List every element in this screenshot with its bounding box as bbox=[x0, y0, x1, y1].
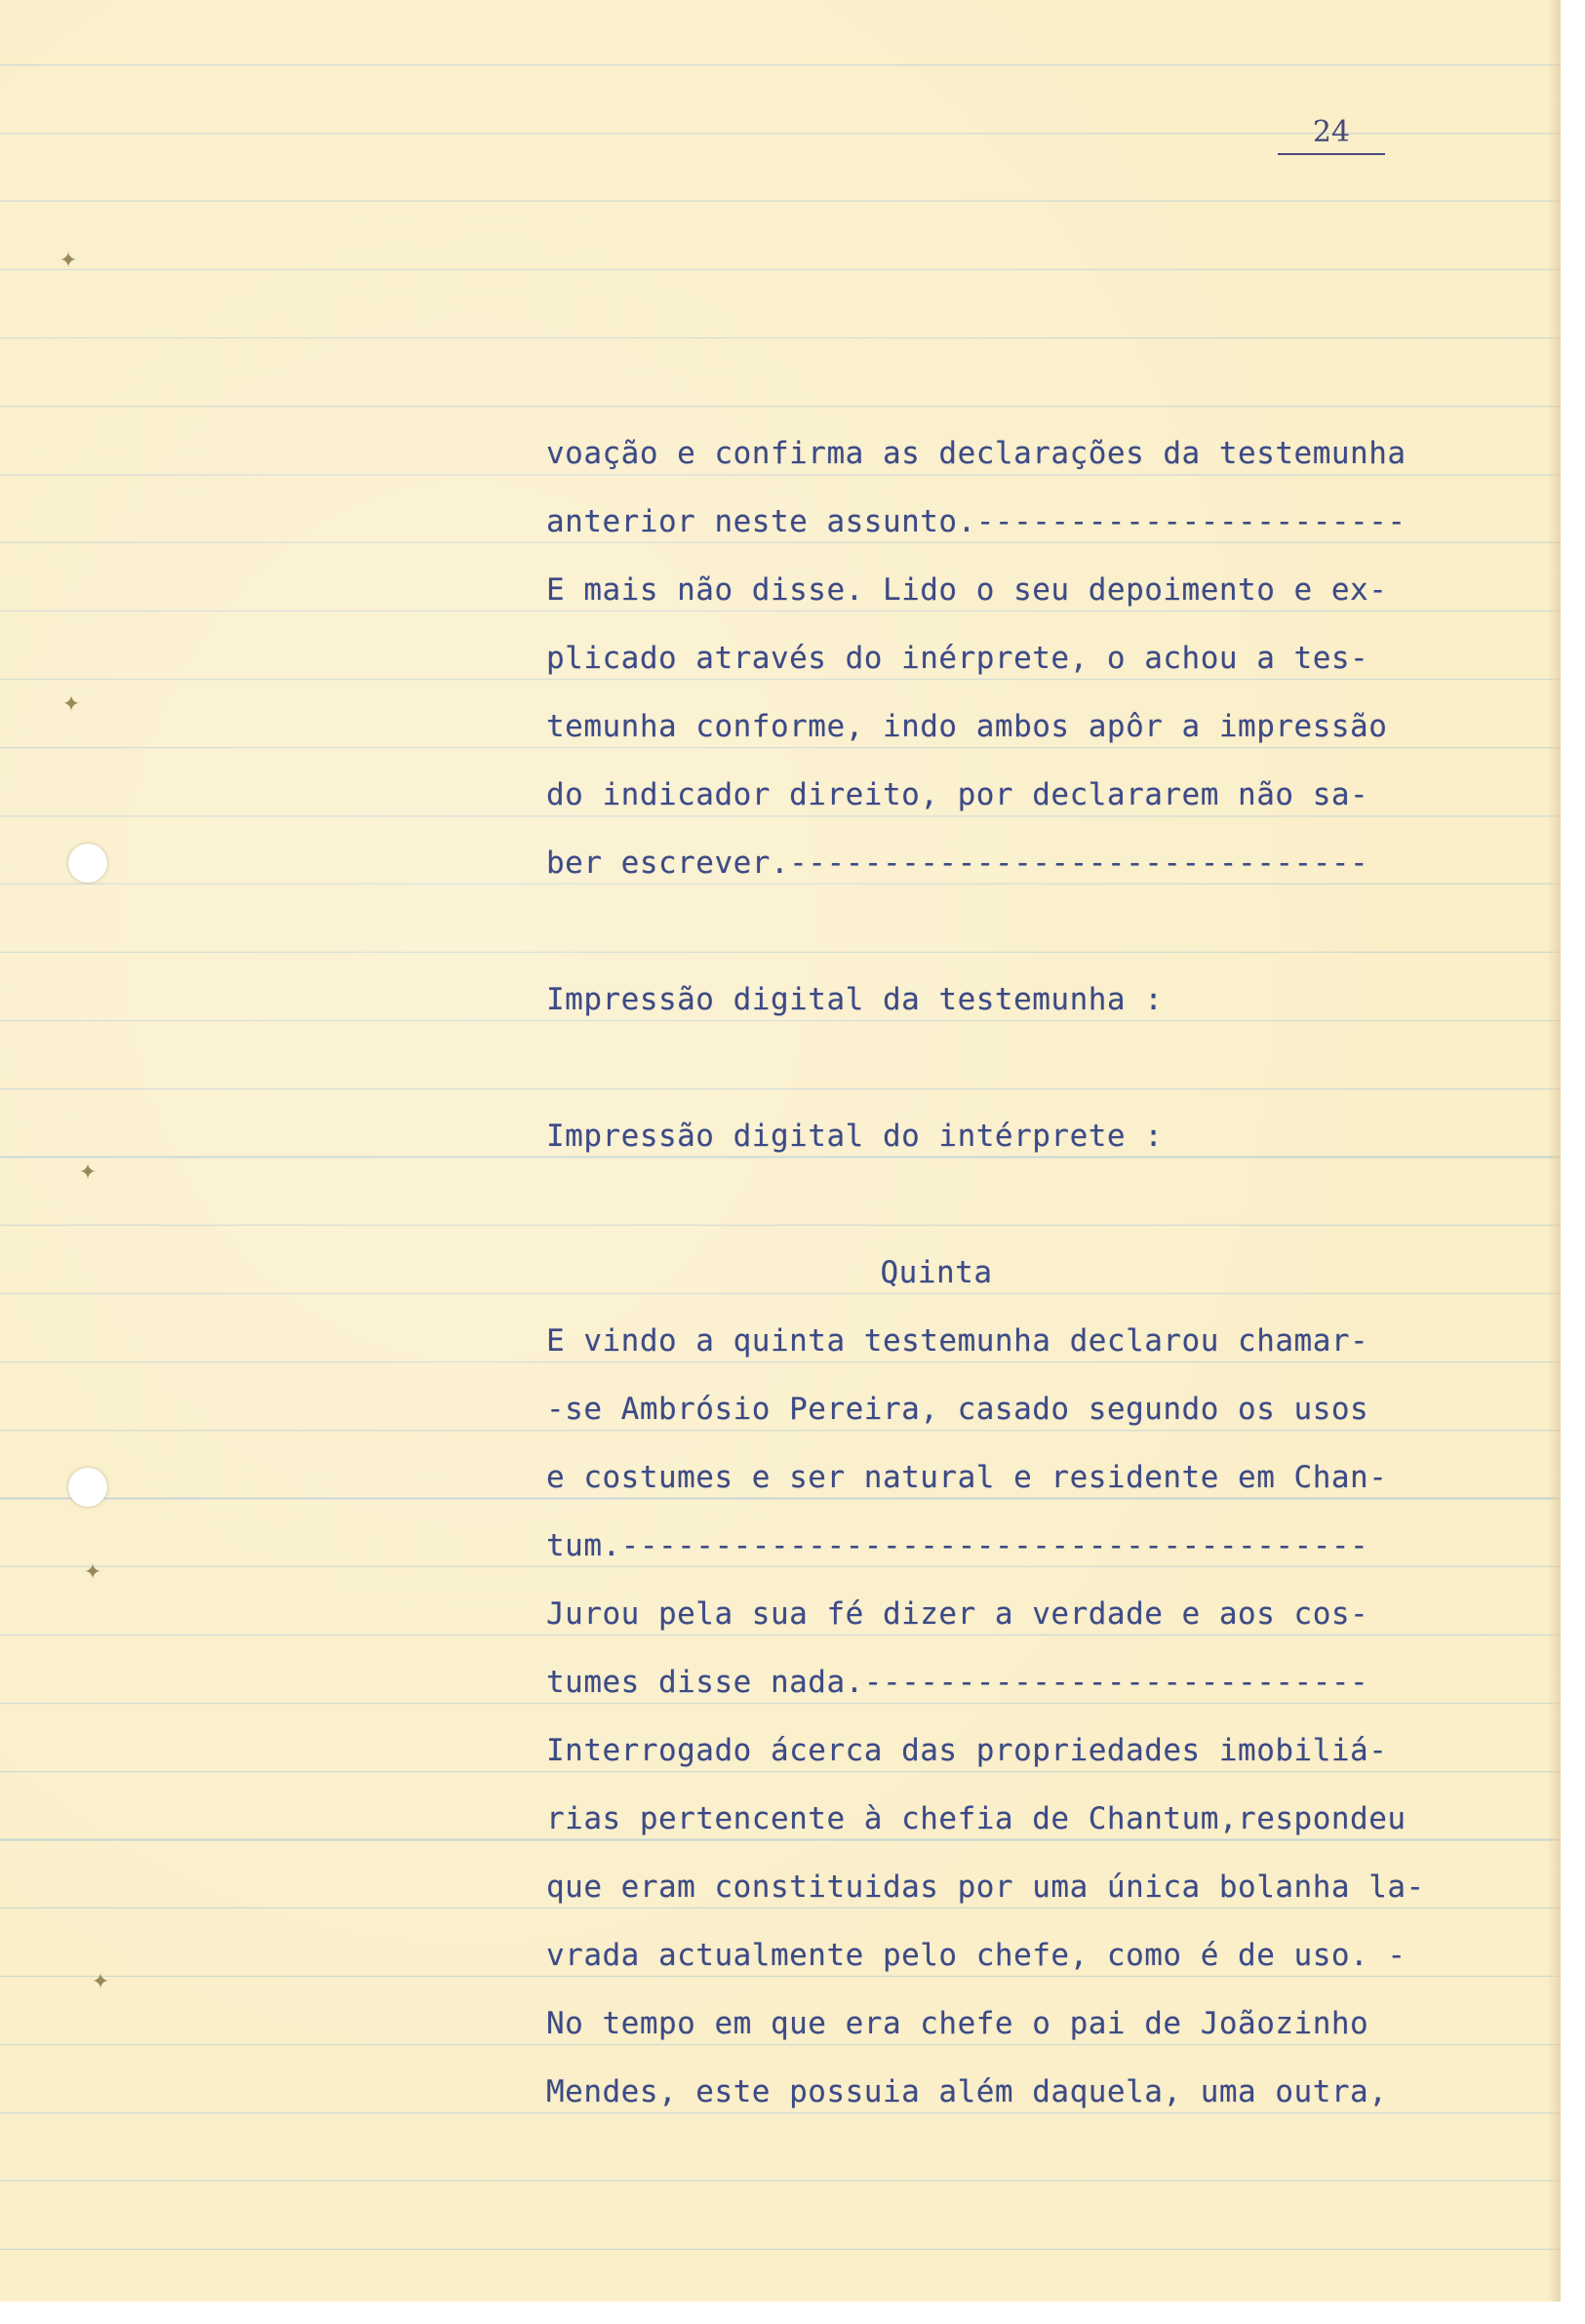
punch-hole-7: ✦ bbox=[91, 1962, 110, 1996]
text-line: plicado através do inérprete, o achou a tes- bbox=[546, 641, 1369, 676]
text-line: Jurou pela sua fé dizer a verdade e aos cos- bbox=[546, 1596, 1369, 1632]
punch-hole-1: ✦ bbox=[59, 241, 78, 275]
text-line: -se Ambrósio Pereira, casado segundo os usos bbox=[546, 1392, 1369, 1427]
section-heading: Quinta bbox=[880, 1255, 993, 1290]
text-line: voação e confirma as declarações da testemunha bbox=[546, 436, 1407, 471]
text-line: rias pertencente à chefia de Chantum,respondeu bbox=[546, 1801, 1407, 1836]
typewritten-text bbox=[546, 419, 1483, 2126]
text-line bbox=[546, 1034, 1483, 1102]
text-line bbox=[546, 1170, 1483, 1239]
paper-edge bbox=[1547, 0, 1561, 2302]
punch-hole-4: ✦ bbox=[78, 1153, 98, 1187]
text-line: Interrogado ácerca das propriedades imobiliá- bbox=[546, 1733, 1388, 1768]
text-line: tumes disse nada.--------------------------- bbox=[546, 1665, 1369, 1700]
text-line: do indicador direito, por declararem não sa- bbox=[546, 777, 1369, 812]
text-line: temunha conforme, indo ambos apôr a impressão bbox=[546, 709, 1388, 744]
text-line: vrada actualmente pelo chefe, como é de uso. - bbox=[546, 1938, 1407, 1973]
text-line: anterior neste assunto.----------------------- bbox=[546, 504, 1407, 539]
text-line: E vindo a quinta testemunha declarou chamar- bbox=[546, 1323, 1369, 1359]
text-line: tum.---------------------------------------- bbox=[546, 1528, 1369, 1563]
punch-hole-2: ✦ bbox=[61, 685, 81, 719]
text-line: e costumes e ser natural e residente em Chan- bbox=[546, 1460, 1388, 1495]
fingerprint-label-witness: Impressão digital da testemunha : bbox=[546, 982, 1164, 1017]
fingerprint-label-interpreter: Impressão digital do intérprete : bbox=[546, 1119, 1164, 1154]
text-line: No tempo em que era chefe o pai de Joãozinho bbox=[546, 2006, 1369, 2041]
text-line bbox=[546, 897, 1483, 965]
text-line: Mendes, este possuia além daquela, uma outra, bbox=[546, 2074, 1388, 2109]
text-line: ber escrever.------------------------------- bbox=[546, 846, 1369, 881]
text-line: que eram constituidas por uma única bolanha la- bbox=[546, 1870, 1425, 1905]
punch-hole-3 bbox=[68, 844, 107, 883]
text-line: E mais não disse. Lido o seu depoimento e ex- bbox=[546, 572, 1388, 608]
punch-hole-6: ✦ bbox=[83, 1553, 102, 1587]
punch-hole-5 bbox=[68, 1468, 107, 1507]
page-number: 24 bbox=[1278, 115, 1385, 155]
